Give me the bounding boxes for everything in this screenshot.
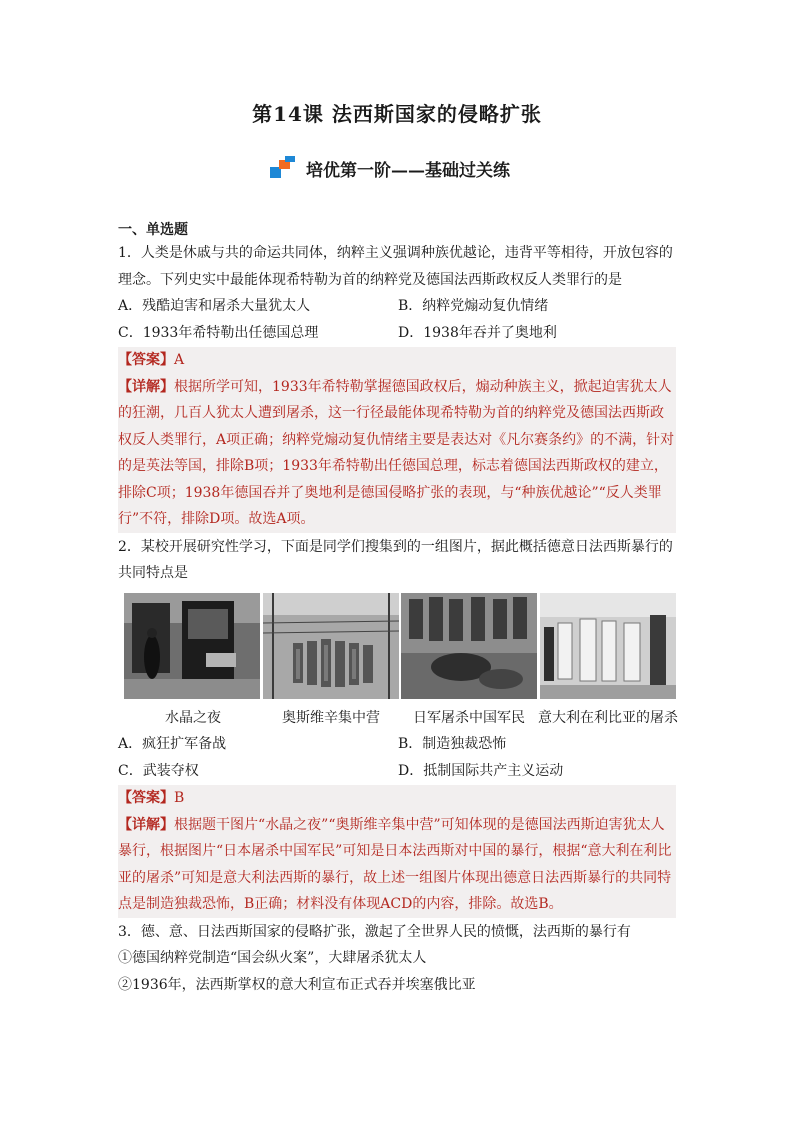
answer-tag: 【答案】	[118, 352, 174, 368]
caption-crystal-night: 水晶之夜	[165, 709, 221, 726]
question-content	[118, 220, 676, 998]
q3-item-1: ①德国纳粹党制造“国会纵火案”，大肆屠杀犹太人	[118, 950, 427, 966]
q1-option-d: D．1938年吞并了奥地利	[398, 324, 557, 341]
q2-answer: B	[174, 790, 185, 806]
q1-detail	[118, 374, 676, 533]
q3-item-2: ②1936年，法西斯掌权的意大利宣布正式吞并埃塞俄比亚	[118, 976, 476, 993]
q1-detail-text: 根据所学可知，1933年希特勒掌握德国政权后，煽动种族主义，掀起迫害犹太人的狂潮，几百人犹太人遭到屠杀，这一行径最能体现希特勒为首的纳粹党及德国法西斯政权反人类罪行，A项正确；纳粹党煽动复仇情绪主要是表达对《凡尔赛条约》的不满，针对的是英法等国，排除B项；1933年希特勒出任德国总理，标志着德国法西斯政权的建立，排除C项；1938年德国吞并了奥地利是德国侵略扩张的表现，与“种族优越论”“反人类罪行”不符，排除D项。故选A项。	[118, 378, 675, 527]
caption-auschwitz: 奥斯维辛集中营	[282, 709, 380, 726]
q1-option-b: B．纳粹党煽动复仇情绪	[398, 298, 549, 314]
photo-japanese-massacre	[401, 593, 537, 699]
section-banner	[270, 150, 510, 186]
photo-crystal-night	[124, 593, 260, 699]
q2-detail	[118, 812, 676, 918]
detail-tag: 【详解】	[118, 816, 174, 833]
photo-italy-libya	[540, 593, 676, 699]
q2-answer-box	[118, 785, 676, 918]
q1-answer-box	[118, 347, 676, 533]
q2-option-c: C．武装夺权	[118, 762, 199, 779]
q1-answer-line	[118, 347, 676, 374]
photo-row	[124, 593, 676, 699]
answer-tag: 【答案】	[118, 790, 174, 806]
q2-option-b: B．制造独裁恐怖	[398, 736, 507, 752]
detail-tag: 【详解】	[118, 378, 174, 395]
section-heading: 一、单选题	[118, 222, 188, 238]
question-2-options	[118, 731, 676, 784]
q1-answer: A	[174, 352, 185, 368]
q1-option-c: C．1933年希特勒出任德国总理	[118, 324, 319, 341]
q2-option-a: A．疯狂扩军备战	[118, 736, 227, 752]
caption-japanese-massacre: 日军屠杀中国军民	[413, 709, 525, 726]
q2-answer-line	[118, 785, 676, 812]
photo-captions	[124, 705, 676, 732]
q1-option-a: A．残酷迫害和屠杀大量犹太人	[118, 298, 311, 314]
q2-option-d: D．抵制国际共产主义运动	[398, 762, 564, 779]
banner-blocks-icon	[270, 156, 294, 180]
question-1-options	[118, 293, 676, 346]
question-2-text: 2．某校开展研究性学习，下面是同学们搜集到的一组图片，据此概括德意日法西斯暴行的共同特点是	[118, 538, 673, 581]
photo-auschwitz	[263, 593, 399, 699]
banner-title: 培优第一阶——基础过关练	[306, 160, 510, 181]
question-3-text: 3．德、意、日法西斯国家的侵略扩张，激起了全世界人民的愤慨，法西斯的暴行有	[118, 923, 631, 940]
q2-detail-text: 根据题干图片“水晶之夜”“奥斯维辛集中营”可知体现的是德国法西斯迫害犹太人暴行，根据图片“日本屠杀中国军民”可知是日本法西斯对中国的暴行，根据“意大利在利比亚的屠杀”可知是意大利法西斯的暴行，故上述一组图片体现出德意日法西斯暴行的共同特点是制造独裁恐怖，B正确；材料没有体现ACD的内容，排除。故选B。	[118, 816, 672, 912]
question-1-text: 1．人类是休戚与共的命运共同体，纳粹主义强调种族优越论，违背平等相待，开放包容的理念。下列史实中最能体现希特勒为首的纳粹党及德国法西斯政权反人类罪行的是	[118, 245, 673, 288]
caption-italy-libya: 意大利在利比亚的屠杀	[538, 709, 678, 726]
page-title: 第14课 法西斯国家的侵略扩张	[252, 102, 542, 126]
